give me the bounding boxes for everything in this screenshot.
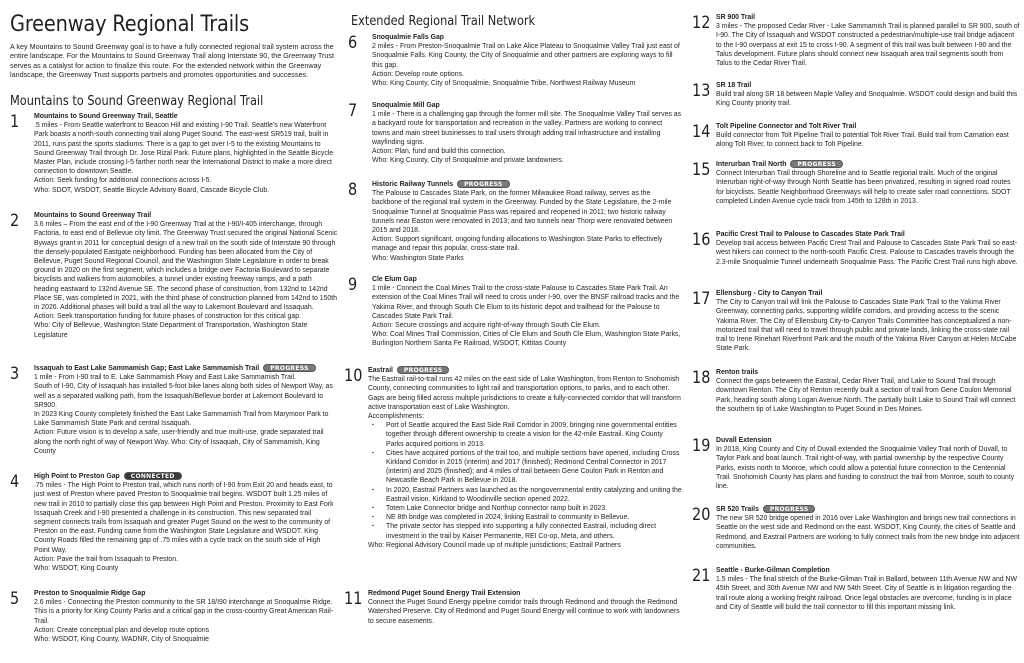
page-title: Greenway Regional Trails <box>10 12 250 37</box>
progress-badge: PROGRESS <box>263 364 316 372</box>
trail-number: 7 <box>348 101 358 121</box>
trail-text: Who: WSDOT, King County, WADNR, City of Snoqualmie <box>34 636 209 644</box>
section-heading-mountains: Mountains to Sound Greenway Regional Trail <box>10 93 264 109</box>
trail-number: 12 <box>692 13 711 33</box>
trail-number: 4 <box>10 472 20 492</box>
trail-number: 10 <box>344 366 363 386</box>
trail-title: Mountains to Sound Greenway Trail, Seattle <box>34 113 178 120</box>
trail-text: In 2023 King County completely finished the East Lake Sammamish Trail from Marymoor Park to Lake Sammamish State Park and central Issaquah. <box>34 411 329 428</box>
trail-text: 1 mile - There is a challenging gap through the former mill site. The Snoqualmie Valley Trail serves as a backyard route for transportation and recreation in the valley. Partners are working to connect towns and main street businesses to trail users through adding trail infrastructure and installing wayfinding signs. <box>372 111 682 146</box>
section-heading-extended: Extended Regional Trail Network <box>351 13 536 29</box>
trail-item <box>344 366 682 550</box>
trail-text: Who: SDOT, WSDOT, Seattle Bicycle Advisory Board, Cascade Bicycle Club. <box>34 186 270 194</box>
trail-text: 2 miles - From Preston-Snoqualmie Trail on Lake Alice Plateau to Snoqualmie Valley Trail just east of Snoqualmie Falls. King County, the City of Snoqualmie and other partners are exploring ways to fill this gap. <box>372 43 680 69</box>
trail-text: Connect Interurban Trail through Shoreline and to Seattle regional trails. Much of the original Interurban right-of-way through North Seattle has been privatized, resulting in signed road routes for bicyclists. Seattle Neighborhood Greenways will help to create safer road connections. SDOT completed Linden Avenue cycle track from 145th to 128th in 2013. <box>716 170 1011 205</box>
trail-item <box>10 211 338 340</box>
trail-item <box>692 160 1020 206</box>
trail-text: South of I-90, City of Issaquah has installed 5-foot bike lanes along both sides of Newport Way, as well as a separated walking path, from the Issaquah/Bellevue border at Lakemont Boulevard to SR900. <box>34 383 333 409</box>
trail-number: 20 <box>692 505 711 525</box>
trail-title: High Point to Preston Gap <box>34 473 120 480</box>
trail-title: Ellensburg - City to Canyon Trail <box>716 290 823 297</box>
trail-item <box>348 275 682 349</box>
trail-text: 1 mile - Connect the Coal Mines Trail to the cross-state Palouse to Cascades State Park Trail. An extension of the Coal Mines Trail will need to cross under I-90, over the BNSF railroad tracks and the Yakima River, and through South Cle Elum to its historic depot and trailhead for the Palouse to Cascades State Park Trail. <box>372 285 680 320</box>
progress-badge: PROGRESS <box>790 160 843 168</box>
trail-text: Action: Secure crossings and acquire right-of-way through South Cle Elum. <box>372 322 601 330</box>
trail-number: 11 <box>344 589 363 609</box>
trail-title: Snoqualmie Mill Gap <box>372 102 440 109</box>
trail-title: Duvall Extension <box>716 437 772 444</box>
trail-item <box>348 180 682 263</box>
trail-title: SR 900 Trail <box>716 14 756 21</box>
progress-badge: PROGRESS <box>457 180 510 188</box>
trail-number: 8 <box>348 180 358 200</box>
accomplishment-item: ▪ Cities have acquired portions of the trail too, and multiple sections have opened, including Cross Kirkland Corridor in 2015 (interim) and 2017 (finished); Redmond Central Connector in 2017 (interim) and 2025 (finished); and 4 miles of trail between Gene Coulon Park in Renton and Newcastle Beach Park in Bellevue in 2018. <box>372 449 682 486</box>
trail-number: 15 <box>692 160 711 180</box>
trail-item <box>10 589 338 644</box>
trail-text: Accomplishments: <box>368 413 424 421</box>
trail-item <box>692 368 1020 414</box>
trail-number: 13 <box>692 81 711 101</box>
trail-title: Seattle - Burke-Gilman Completion <box>716 567 830 574</box>
trail-text: Build trail along SR 18 between Maple Valley and Snoqualmie. WSDOT could design and build this King County priority trail. <box>716 91 1018 108</box>
trail-title: Issaquah to East Lake Sammamish Gap; East Lake Sammamish Trail <box>34 365 260 372</box>
trail-item <box>692 566 1020 612</box>
trail-text: Develop trail access between Pacific Crest Trail and Palouse to Cascades State Park Trail so east-west hikers can connect to the north-south Pacific Crest. Palouse to Cascades travels through the 2.3-mile Snoqualmie Tunnel underneath Snoqualmie Pass. The Pacific Crest Trail runs high above. <box>716 240 1018 266</box>
accomplishment-item: ▪ The private sector has stepped into supporting a fully connected Eastrail, including direct investment in the trail by Kaiser Permanente, REI Co-op, Meta, and others. <box>372 522 682 540</box>
trail-text: Action: Plan, fund and build this connection. <box>372 148 506 156</box>
trail-text: 2.6 miles - Connecting the Preston community to the SR 18/I90 interchange at Snoqualmie Ridge. This is a priority for King County Parks and a critical gap in the cross-country Great American Rail-Trail. <box>34 599 334 625</box>
trail-number: 19 <box>692 436 711 456</box>
trail-text: Action: Support significant, ongoing funding allocations to Washington State Parks to effectively manage and repair this popular, cross-state trail. <box>372 236 663 253</box>
trail-text: Action: Future vision is to develop a safe, user-friendly and true multi-use, grade separated trail along the north right of way of Newport Way. Who: City of Issaquah, City of Sammamish, King County <box>34 429 324 455</box>
trail-text: In 2018, King County and City of Duvall extended the Snoqualmie Valley Trail north of Duvall, to Taylor Park and boat launch. Trail right-of-way, with partial ownership by the respective County Parks, exists north to Monroe, which could allow a potential future connection to the Centennial Trail. Snohomish County has plans and funding to construct the trail from Monroe, south to county line. <box>716 446 1015 491</box>
trail-text: Connect the Puget Sound Energy pipeline corridor trails through Redmond and through the Redmond Watershed Preserve. City of Redmond and Puget Sound Energy will continue to work with landowners to secure easements. <box>368 599 680 625</box>
trail-text: Build connector from Tolt Pipeline Trail to potential Tolt River Trail. Build trail from Carnation east along Tolt River, to connect back to Tolt Pipeline. <box>716 132 1009 149</box>
trail-text: Action: Seek transportation funding for future phases of construction for this critical gap. <box>34 313 301 321</box>
trail-text: 1 mile - From I-90 trail to E. Lake Sammamish Pkwy and East Lake Sammamish Trail. <box>34 374 296 382</box>
trail-title: Pacific Crest Trail to Palouse to Cascades State Park Trail <box>716 231 905 238</box>
trail-text: Action: Create conceptual plan and develop route options <box>34 626 210 634</box>
trail-text: The City to Canyon trail will link the Palouse to Cascades State Park Trail to the Yakima River Greenway, connecting parks, supporting wildlife corridors, and providing access to the scenic Yakima River. The City of Ellensburg City-to-Canyon Trails Committee has conceptualized a non-motorized trail that will need to travel through public and private lands, linking the cross-state rail trail to Irene Rinehart Riverfront Park and the mouth of the Yakima River Canyon at Helen McCabe State Park. <box>716 299 1017 353</box>
trail-number: 18 <box>692 368 711 388</box>
trail-item <box>348 33 682 88</box>
trail-item <box>692 81 1020 109</box>
trail-item <box>692 122 1020 150</box>
trail-number: 9 <box>348 275 358 295</box>
trail-item <box>10 364 338 456</box>
connected-badge: CONNECTED <box>124 472 182 480</box>
trail-text: Who: City of Bellevue, Washington State Department of Transportation, Washington State Legislature <box>34 322 308 339</box>
trail-item <box>692 289 1020 353</box>
trail-text: Action: Seek funding for additional connections across I-5. <box>34 177 212 185</box>
accomplishment-item: ▪ NE 8th bridge was completed in 2024, linking Eastrail to community in Bellevue. <box>372 513 682 522</box>
trail-item <box>692 505 1020 551</box>
trail-text: Connect the gaps beteween the Eastrail, Cedar River Trail, and Lake to Sound Trail through downtown Renton. The City of Renton recently built a section of trail from Gene Coulon Memorial Park, heading south along Logan Avenue North. The partially built Lake to Sound Trail will connect the southern tip of Lake Washington to Puget Sound in Des Moines. <box>716 378 1016 413</box>
trail-item <box>692 436 1020 491</box>
trail-item <box>10 472 338 573</box>
trail-title: Preston to Snoqualmie Ridge Gap <box>34 590 146 597</box>
accomplishment-item: ▪ Port of Seattle acquired the East Side Rail Corridor in 2009, bringing nine governmental entities together through different ownership to create a vision for the 42-mile Eastrail. King County Parks acquired portions in 2013. <box>372 421 682 449</box>
trail-number: 1 <box>10 112 20 132</box>
trail-number: 3 <box>10 364 20 384</box>
trail-number: 17 <box>692 289 711 309</box>
trail-title: Renton trails <box>716 369 759 376</box>
intro-paragraph: A key Mountains to Sound Greenway goal is to have a fully connected regional trail system across the entire landscape. For the Mountains to Sound Greenway Trail along Interstate 90, the Greenway Trust serves as a catalyst for action to finalize this route. For the extended network within the Greenway landscape, the Greenway Trust supports partners and promotes opportunities and successes. <box>10 42 335 79</box>
trail-item <box>348 101 682 165</box>
trail-number: 14 <box>692 122 711 142</box>
trail-item <box>344 589 682 626</box>
trail-number: 6 <box>348 33 358 53</box>
trail-number: 2 <box>10 211 20 231</box>
trail-title: Historic Railway Tunnels <box>372 181 454 188</box>
trail-title: Eastrail <box>368 367 393 374</box>
trail-text: 3 miles - The proposed Cedar River - Lake Sammamish Trail is planned parallel to SR 900, south of I-90. The City of Issaquah and WSDOT constructed a pedestrian/multiple-use trail bridge adjacent to the I-90 overpass at exit 15 to cross I-90. A segment of this trail was built between I-90 and the Talus development. Future plans should connect new Issaquah area trail segments south from Talus to the Cedar River Trail. <box>716 23 1020 68</box>
trail-text: .5 miles - From Seattle waterfront to Beacon Hill and existing I-90 Trail. Seattle's new Waterfront Park boasts a north-south connecting trail along Puget Sound. The east-west SR519 trail, built in 2011, runs past the sports stadiums. There is a gap to get over I-5 to the existing Mountains to Sound Greenway Trail through Dr. Jose Rizal Park. Future plans, highlighted in the Seattle Bicycle Master Plan, include crossing I-5 farther north near the International District to make a more direct connection to downtown Seattle. <box>34 122 334 176</box>
trail-title: Interurban Trail North <box>716 161 787 168</box>
trail-title: SR 18 Trail <box>716 82 752 89</box>
trail-text: Action: Pave the trail from Issaquah to Preston. <box>34 555 179 563</box>
trail-title: Redmond Puget Sound Energy Trail Extension <box>368 590 521 597</box>
trail-text: Action: Develop route options. <box>372 70 464 78</box>
trail-text: Who: Washington State Parks <box>372 254 464 262</box>
trail-title: SR 520 Trails <box>716 506 759 513</box>
trail-text: Who: King County, City of Snoqualmie and private landowners. <box>372 157 564 165</box>
trail-text: 3.6 miles – From the east end of the I-90 Greenway Trail at the I-90/I-405 interchange, through Factoria, to east end of Bellevue city limit. The Greenway Trust secured the original National Scenic Byways grant in 2011 for conceptual design of a new trail on the south side of Interstate 90 through the densely-populated Eastgate neighborhood. Funding has been allocated from the City of Bellevue, Puget Sound Regional Council, and the Washington State Legislature in order to break ground in 2020 on the first segment, which includes a bridge over Factoria Boulevard to separate bicyclists and walkers from automobiles, a tunnel under existing freeway ramps, and a path heading eastward to 132nd Avenue SE. The second phase of construction, from 132nd to 142nd Place SE, was completed in 2021, with the third phase of construction planned from 142nd to 150th in 2026. Additional phases will build a trail all the way to Lakemont Boulevard and Issaquah. <box>34 221 338 312</box>
trail-number: 21 <box>692 566 711 586</box>
trail-title: Cle Elum Gap <box>372 276 417 283</box>
accomplishment-item: ▪ Totem Lake Connector bridge and Northup connector ramp built in 2023. <box>372 504 682 513</box>
progress-badge: PROGRESS <box>397 366 450 374</box>
trail-text: Who: Coal Mines Trail Commission, Cities of Cle Elum and South Cle Elum, Washington State Parks, Burlington Northern Santa Fe Railroad, WSDOT, Kittitas County <box>372 331 681 348</box>
trail-item <box>692 13 1020 68</box>
trail-text: .75 miles - The High Point to Preston trail, which runs north of I-90 from Exit 20 and heads east, to just west of Preston where paved Preston to Snoqualmie trail begins. WSDOT built 1.25 miles of new trail in 2010 to partially close this gap between High Point and Preston. Proximity to East Fork Issaquah Creek and I-90 presented a challenge in its construction. This new separated trail segment connects trails from Issaquah and greater Puget Sound on the west to the community of Preston on the east. Funding came from the Washington State Legislature and WSDOT. King County Roads filled the remaining gap of .75 miles with a cycle track on the south side of High Point Way. <box>34 482 334 554</box>
trail-text: The Palouse to Cascades State Park, on the former Milwaukee Road railway, serves as the backbone of the regional trail system in the Greenway. Funded by the State Legislature, the 2-mile Snoqualmie Tunnel at Snoqualmie Pass was repaired and reopened in 2011; two historic railway tunnels near Easton were renovated in 2013; and two tunnels near Thorp were renovated between 2015 and 2018. <box>372 190 673 235</box>
trail-text: Who: King County, City of Snoqualmie, Snoqualmie Tribe, Northwest Railway Museum <box>372 80 636 88</box>
accomplishment-item: ▪ In 2020, Eastrail Partners was launched as the nongovernmental entity catalyzing and uniting the Eastrail vision. Kirkland to Woodinville section opened 2022. <box>372 486 682 504</box>
trail-title: Mountains to Sound Greenway Trail <box>34 212 152 219</box>
trail-text: The new SR 520 bridge opened in 2016 over Lake Washington and brings new trail connections in Seattle on the west side and Redmond on the east. WSDOT, King County, the cities of Seattle and Redmond, and Eastrail Partners are working to fully connect trails from the new bridge into adjacent communities. <box>716 515 1020 550</box>
trail-item <box>692 230 1020 267</box>
trail-title: Tolt Pipeline Connector and Tolt River Trail <box>716 123 857 130</box>
trail-text: Who: WSDOT, King County <box>34 565 119 573</box>
trail-number: 16 <box>692 230 711 250</box>
trail-item <box>10 112 338 195</box>
accomplishments-list <box>372 421 682 541</box>
progress-badge: PROGRESS <box>763 505 816 513</box>
trail-number: 5 <box>10 589 20 609</box>
trail-text: 1.5 miles - The final stretch of the Burke-Gilman Trail in Ballard, between 11th Avenue NW and NW 45th Street, and 30th Avenue NW and NW 54th Street. City of Seattle is in litigation regarding the trail route along a working freight railroad. Once legal obstacles are overcome, funding is in place and City of Seattle will build the trail connector to fill this important missing link. <box>716 576 1018 611</box>
trail-who: Who: Regional Advisory Council made up of multiple jurisdictions; Eastrail Partners <box>368 541 621 549</box>
trail-text: The Eastrail rail-to-trail runs 42 miles on the east side of Lake Washington, from Renton to Snohomish County, connecting communities to light rail and transportation options, to parks, and to each other. Gaps are being filled across multiple jurisdictions to create a fully-connected corridor that will transform active transportation east of Lake Washington. <box>368 376 681 411</box>
trail-title: Snoqualmie Falls Gap <box>372 34 444 41</box>
